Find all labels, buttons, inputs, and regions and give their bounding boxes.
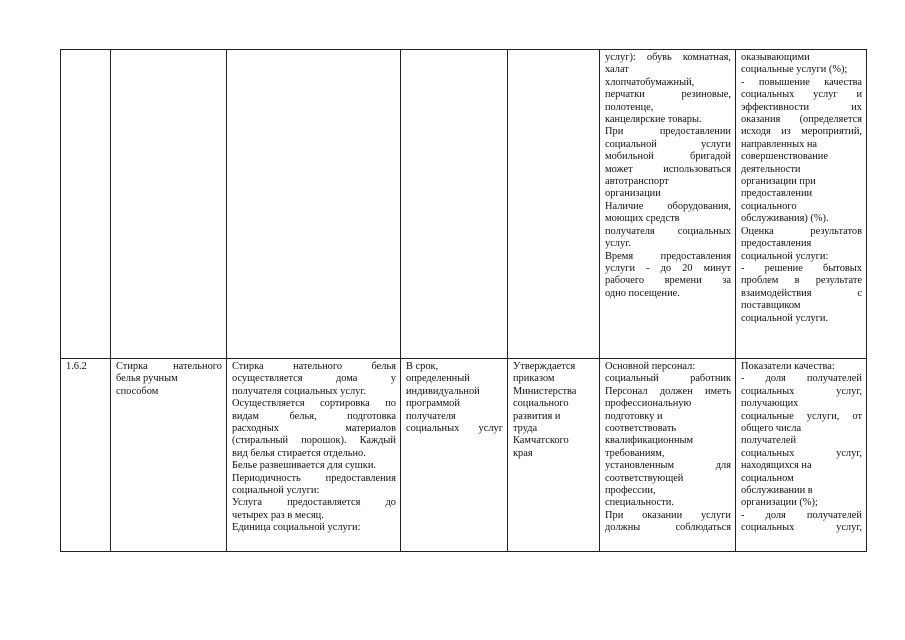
text-line: социальной услуги:	[741, 250, 829, 262]
text-line: Утверждается	[513, 361, 576, 372]
text-line: канцелярские товары.	[605, 114, 702, 126]
number-cell	[61, 359, 111, 552]
text-line: социальные услуги, от	[741, 410, 862, 422]
service-name-cell	[111, 359, 227, 552]
text-line: четырех раз в месяц.	[232, 509, 324, 521]
text-line: Персонал должен иметь	[605, 385, 731, 397]
text-line: организации (%);	[741, 497, 818, 509]
text-line: квалификационным	[605, 435, 694, 447]
conditions-cell	[600, 359, 736, 552]
term-cell	[401, 359, 508, 552]
text-line: получателя социальных услуг.	[232, 385, 367, 397]
text-line: получающих	[741, 398, 799, 410]
text-line: Услуга предоставляется до	[232, 497, 396, 509]
text-line: мобильной бригадой	[605, 151, 731, 163]
text-line: способом	[116, 385, 159, 397]
term-cell	[401, 50, 508, 359]
text-line: профессиональную	[605, 398, 692, 410]
text-line: социальных услуг,	[741, 522, 862, 534]
table-row	[61, 50, 867, 359]
services-table	[60, 49, 867, 552]
text-line: Министерства	[513, 385, 577, 397]
service-quality	[736, 359, 866, 535]
text-line: общего числа	[741, 423, 802, 435]
service-term	[401, 359, 507, 435]
number-cell	[61, 50, 111, 359]
service-name-cell	[111, 50, 227, 359]
text-line: развития и	[513, 410, 561, 422]
text-line: Единица социальной услуги:	[232, 522, 361, 534]
text-line: должны соблюдаться	[605, 522, 731, 534]
text-line: вид белья стирается отдельно.	[232, 447, 366, 459]
text-line: социальной услуги:	[232, 485, 320, 497]
table-row	[61, 359, 867, 552]
text-line: - решение бытовых	[741, 262, 862, 274]
text-line: Периодичность предоставления	[232, 472, 396, 484]
text-line: автотранспорт	[605, 176, 669, 188]
text-line: расходных материалов	[232, 423, 396, 435]
norm-cell	[508, 359, 600, 552]
conditions-text	[600, 50, 735, 300]
text-line: полотенце,	[605, 101, 654, 113]
text-line: эффективности их	[741, 101, 862, 113]
text-line: проблем в результате	[741, 275, 862, 287]
text-line: взаимодействия с	[741, 287, 862, 299]
text-line: специальности.	[605, 497, 674, 509]
service-norm	[508, 359, 599, 460]
text-line: находящихся на	[741, 460, 812, 472]
text-line: Стирка нательного	[116, 361, 222, 372]
text-line: - доля получателей	[741, 373, 862, 385]
text-line: соответствовать	[605, 423, 677, 435]
text-line: Оценка результатов	[741, 225, 862, 237]
text-line: социальных услуг,	[741, 447, 862, 459]
text-line: социального	[741, 200, 797, 212]
text-line: приказом	[513, 373, 555, 385]
text-line: получателя	[406, 410, 456, 422]
text-line: совершенствование	[741, 151, 828, 163]
service-name	[111, 359, 226, 398]
text-line: социальных услуг и	[741, 89, 862, 101]
text-line: подготовку и	[605, 410, 663, 422]
service-conditions	[600, 359, 735, 535]
text-line: халат	[605, 64, 629, 76]
text-line: Осуществляется сортировка по	[232, 398, 396, 410]
text-line: программой	[406, 398, 460, 410]
text-line: услуги - до 20 минут	[605, 262, 731, 274]
text-line: социальной услуги.	[741, 312, 829, 324]
text-line: рабочего времени за	[605, 275, 731, 287]
text-line: оказывающими	[741, 52, 810, 63]
text-line: услуг.	[605, 238, 631, 250]
text-line: поставщиком	[741, 300, 801, 312]
service-number: 1.6.2	[66, 361, 87, 372]
text-line: социального	[513, 398, 569, 410]
text-line: оказания (определяется	[741, 114, 862, 126]
text-line: обслуживания) (%).	[741, 213, 829, 225]
text-line: При предоставлении	[605, 126, 731, 138]
text-line: Наличие оборудования,	[605, 200, 731, 212]
text-line: перчатки резиновые,	[605, 89, 731, 101]
text-line: Основной персонал:	[605, 361, 696, 372]
text-line: социальных услуг,	[741, 385, 862, 397]
text-line: определенный	[406, 373, 470, 385]
text-line: труда	[513, 423, 538, 435]
text-line: края	[513, 447, 533, 459]
text-line: Время предоставления	[605, 250, 731, 262]
text-line: Стирка нательного белья	[232, 361, 396, 372]
text-line: Белье развешивается для сушки.	[232, 460, 377, 472]
text-line: В срок,	[406, 361, 439, 372]
text-line: одно посещение.	[605, 287, 680, 299]
text-line: получателя социальных	[605, 225, 731, 237]
text-line: социальной услуги	[605, 138, 731, 150]
conditions-cell	[600, 50, 736, 359]
text-line: При оказании услуги	[605, 509, 731, 521]
text-line: предоставления	[741, 238, 812, 250]
description-cell	[227, 50, 401, 359]
text-line: видам белья, подготовка	[232, 410, 396, 422]
quality-cell	[736, 50, 867, 359]
text-line: индивидуальной	[406, 385, 480, 397]
quality-text	[736, 50, 866, 325]
text-line: предоставлении	[741, 188, 813, 200]
text-line: хлопчатобумажный,	[605, 76, 695, 88]
text-line: моющих средств	[605, 213, 680, 225]
text-line: осуществляется дома у	[232, 373, 396, 385]
text-line: исходя из мероприятий,	[741, 126, 862, 138]
text-line: деятельности	[741, 163, 801, 175]
text-line: требованиям,	[605, 447, 665, 459]
description-cell	[227, 359, 401, 552]
text-line: соответствующей	[605, 472, 684, 484]
text-line: - повышение качества	[741, 76, 862, 88]
text-line: Показатели качества:	[741, 361, 835, 372]
text-line: - доля получателей	[741, 509, 862, 521]
text-line: социальный работник	[605, 373, 731, 385]
text-line: (стиральный порошок). Каждый	[232, 435, 396, 447]
text-line: Камчатского	[513, 435, 569, 447]
text-line: белья ручным	[116, 373, 178, 385]
norm-cell	[508, 50, 600, 359]
text-line: профессии,	[605, 485, 656, 497]
text-line: установленным для	[605, 460, 731, 472]
service-description	[227, 359, 400, 535]
text-line: социальном	[741, 472, 794, 484]
text-line: организации	[605, 188, 661, 200]
text-line: социальных услуг	[406, 423, 503, 435]
text-line: организации при	[741, 176, 816, 188]
text-line: может использоваться	[605, 163, 731, 175]
text-line: социальные услуги (%);	[741, 64, 848, 76]
text-line: направленных на	[741, 138, 818, 150]
text-line: обслуживании в	[741, 485, 813, 497]
text-line: получателей	[741, 435, 797, 447]
text-line: услуг): обувь комнатная,	[605, 52, 731, 63]
quality-cell	[736, 359, 867, 552]
